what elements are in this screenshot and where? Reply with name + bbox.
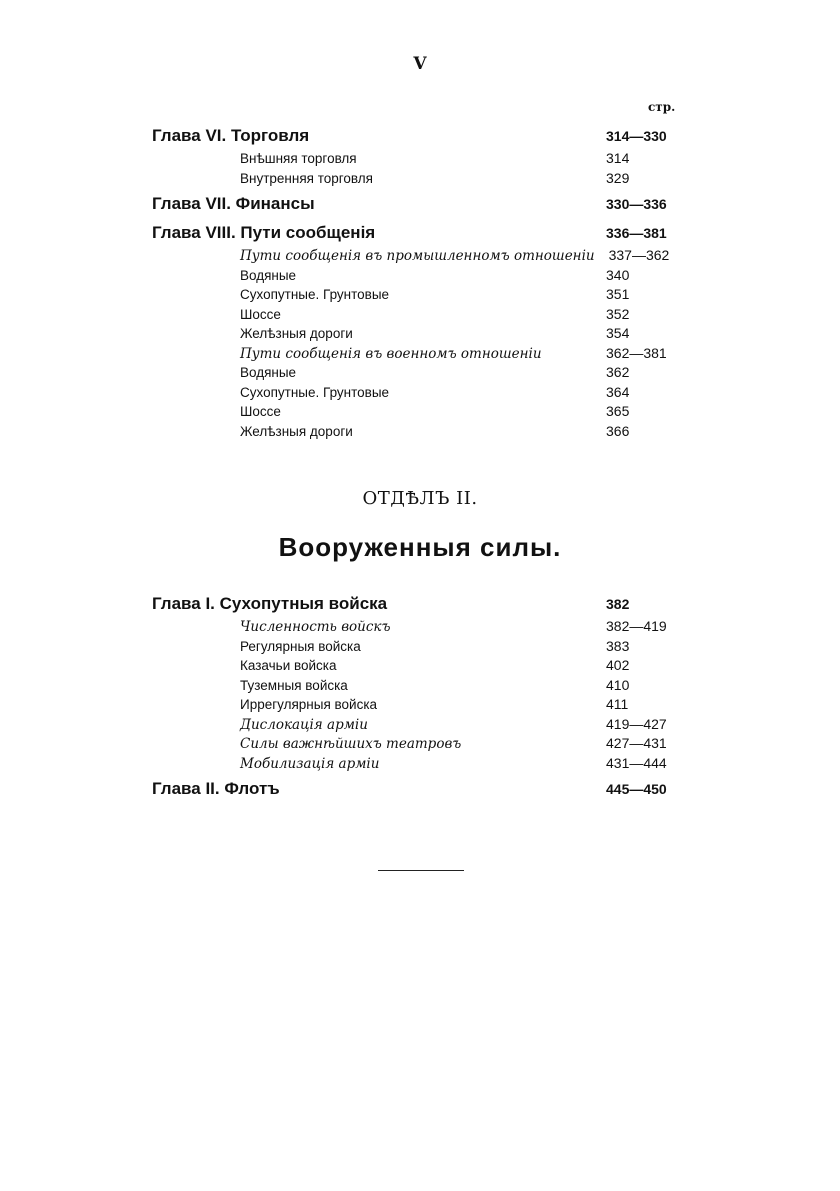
toc-entry-title: Внутренняя торговля bbox=[240, 170, 373, 186]
toc-entry-pages: 351 bbox=[606, 286, 630, 302]
toc-leader-dots bbox=[385, 754, 598, 768]
toc-entry-pages: 410 bbox=[606, 676, 630, 693]
toc-chapter-entry bbox=[152, 126, 688, 149]
toc-part-1 bbox=[152, 126, 688, 441]
toc-leader-dots bbox=[383, 695, 598, 709]
toc-entry-pages: 431—444 bbox=[606, 754, 667, 771]
toc-leader-dots bbox=[302, 363, 598, 377]
toc-leader-dots bbox=[343, 656, 598, 670]
toc-sub-entry bbox=[152, 422, 688, 442]
toc-leader-dots bbox=[359, 422, 598, 436]
toc-entry-pages: 382—419 bbox=[606, 618, 667, 634]
toc-entry-title: Силы важнѣйшихъ театровъ bbox=[240, 736, 462, 752]
toc-entry-pages: 445—450 bbox=[606, 781, 667, 797]
toc-entry-title: Желѣзныя дороги bbox=[240, 326, 353, 341]
toc-leader-dots bbox=[315, 127, 598, 141]
toc-sub-entry bbox=[152, 344, 688, 364]
toc-entry-title: Внѣшняя торговля bbox=[240, 151, 357, 166]
toc-sub-entry bbox=[152, 324, 688, 344]
toc-entry-title: Численность войскъ bbox=[240, 619, 391, 635]
toc-entry-pages: 419—427 bbox=[606, 715, 667, 732]
toc-entry-title: Иррегулярныя войска bbox=[240, 697, 378, 712]
toc-sub-entry bbox=[152, 305, 688, 325]
toc-entry-pages: 336—381 bbox=[606, 225, 667, 241]
toc-sub-entry bbox=[152, 656, 688, 676]
toc-entry-title: Глава VI. Торговля bbox=[152, 126, 310, 145]
toc-leader-dots bbox=[467, 734, 598, 748]
toc-sub-entry bbox=[152, 285, 688, 305]
toc-entry-title: Пути сообщенія въ промышленномъ отношеніи bbox=[240, 248, 595, 264]
toc-entry-pages: 354 bbox=[606, 325, 630, 341]
toc-entry-title: Шоссе bbox=[240, 404, 281, 419]
toc-entry-title: Водяные bbox=[240, 365, 297, 380]
toc-entry-title: Глава VIII. Пути сообщенія bbox=[152, 223, 376, 242]
toc-leader-dots bbox=[381, 224, 598, 238]
toc-leader-dots bbox=[374, 715, 598, 729]
toc-leader-dots bbox=[397, 617, 599, 631]
toc-leader-dots bbox=[287, 402, 598, 416]
toc-chapter-entry bbox=[152, 779, 688, 802]
toc-sub-entry bbox=[152, 676, 688, 696]
toc-entry-title: Пути сообщенія въ военномъ отношеніи bbox=[240, 345, 542, 362]
toc-entry-pages: 411 bbox=[606, 696, 629, 712]
toc-sub-entry bbox=[152, 715, 688, 735]
toc-leader-dots bbox=[379, 169, 598, 183]
toc-leader-dots bbox=[286, 780, 598, 794]
toc-entry-pages: 352 bbox=[606, 305, 630, 322]
toc-entry-title: Сухопутные. Грунтовые bbox=[240, 287, 390, 302]
toc-entry-title: Сухопутные. Грунтовые bbox=[240, 384, 390, 400]
toc-entry-title: Желѣзныя дороги bbox=[240, 423, 353, 439]
toc-entry-pages: 365 bbox=[606, 403, 630, 419]
toc-leader-dots bbox=[367, 637, 598, 651]
toc-entry-title: Шоссе bbox=[240, 306, 281, 322]
toc-entry-title: Регулярныя войска bbox=[240, 638, 361, 654]
toc-entry-pages: 330—336 bbox=[606, 196, 667, 212]
toc-sub-entry bbox=[152, 169, 688, 189]
toc-chapter-entry bbox=[152, 194, 688, 217]
toc-entry-pages: 314 bbox=[606, 150, 630, 166]
toc-leader-dots bbox=[363, 149, 598, 163]
toc-sub-entry bbox=[152, 734, 688, 754]
toc-sub-entry bbox=[152, 266, 688, 286]
toc-chapter-entry bbox=[152, 223, 688, 246]
toc-leader-dots bbox=[393, 595, 598, 609]
section-title: Вооруженныя силы. bbox=[278, 532, 562, 562]
toc-chapter-entry bbox=[152, 594, 688, 617]
toc-leader-dots bbox=[548, 344, 598, 358]
toc-entry-title: Глава II. Флотъ bbox=[152, 779, 280, 798]
page-column-header: стр. bbox=[648, 100, 676, 114]
toc-entry-title: Водяные bbox=[240, 267, 297, 283]
toc-entry-title: Глава VII. Финансы bbox=[152, 194, 315, 213]
toc-sub-entry bbox=[152, 402, 688, 422]
toc-sub-entry bbox=[152, 363, 688, 383]
toc-sub-entry bbox=[152, 637, 688, 657]
toc-sub-entry bbox=[152, 617, 688, 637]
toc-entry-pages: 402 bbox=[606, 657, 630, 673]
toc-leader-dots bbox=[302, 266, 598, 280]
toc-entry-pages: 337—362 bbox=[608, 247, 670, 263]
section-label: ОТДѢЛЪ II. bbox=[362, 488, 478, 509]
toc-entry-pages: 362 bbox=[606, 364, 630, 380]
toc-sub-entry bbox=[152, 754, 688, 774]
toc-sub-entry bbox=[152, 149, 688, 169]
toc-leader-dots bbox=[354, 676, 598, 690]
toc-entry-title: Мобилизація арміи bbox=[240, 755, 380, 772]
toc-leader-dots bbox=[287, 305, 598, 319]
toc-sub-entry bbox=[152, 383, 688, 403]
toc-entry-title: Туземныя войска bbox=[240, 677, 348, 693]
toc-entry-title: Казачьи войска bbox=[240, 658, 337, 673]
toc-part-2 bbox=[152, 594, 688, 802]
toc-entry-pages: 427—431 bbox=[606, 735, 667, 751]
toc-entry-pages: 340 bbox=[606, 266, 630, 283]
toc-entry-title: Глава I. Сухопутныя войска bbox=[152, 594, 388, 613]
toc-entry-pages: 362—381 bbox=[606, 344, 667, 361]
toc-entry-pages: 366 bbox=[606, 422, 630, 439]
toc-entry-pages: 382 bbox=[606, 596, 630, 612]
toc-sub-entry bbox=[152, 695, 688, 715]
toc-entry-pages: 364 bbox=[606, 383, 630, 400]
toc-sub-entry bbox=[152, 246, 688, 266]
toc-entry-title: Дислокація арміи bbox=[240, 716, 368, 733]
toc-leader-dots bbox=[359, 324, 598, 338]
toc-leader-dots bbox=[395, 285, 598, 299]
toc-entry-pages: 383 bbox=[606, 637, 630, 654]
toc-entry-pages: 329 bbox=[606, 169, 630, 186]
toc-leader-dots bbox=[395, 383, 598, 397]
toc-entry-pages: 314—330 bbox=[606, 128, 667, 144]
end-rule bbox=[378, 870, 464, 871]
page-number: V bbox=[413, 54, 427, 74]
toc-leader-dots bbox=[321, 195, 598, 209]
